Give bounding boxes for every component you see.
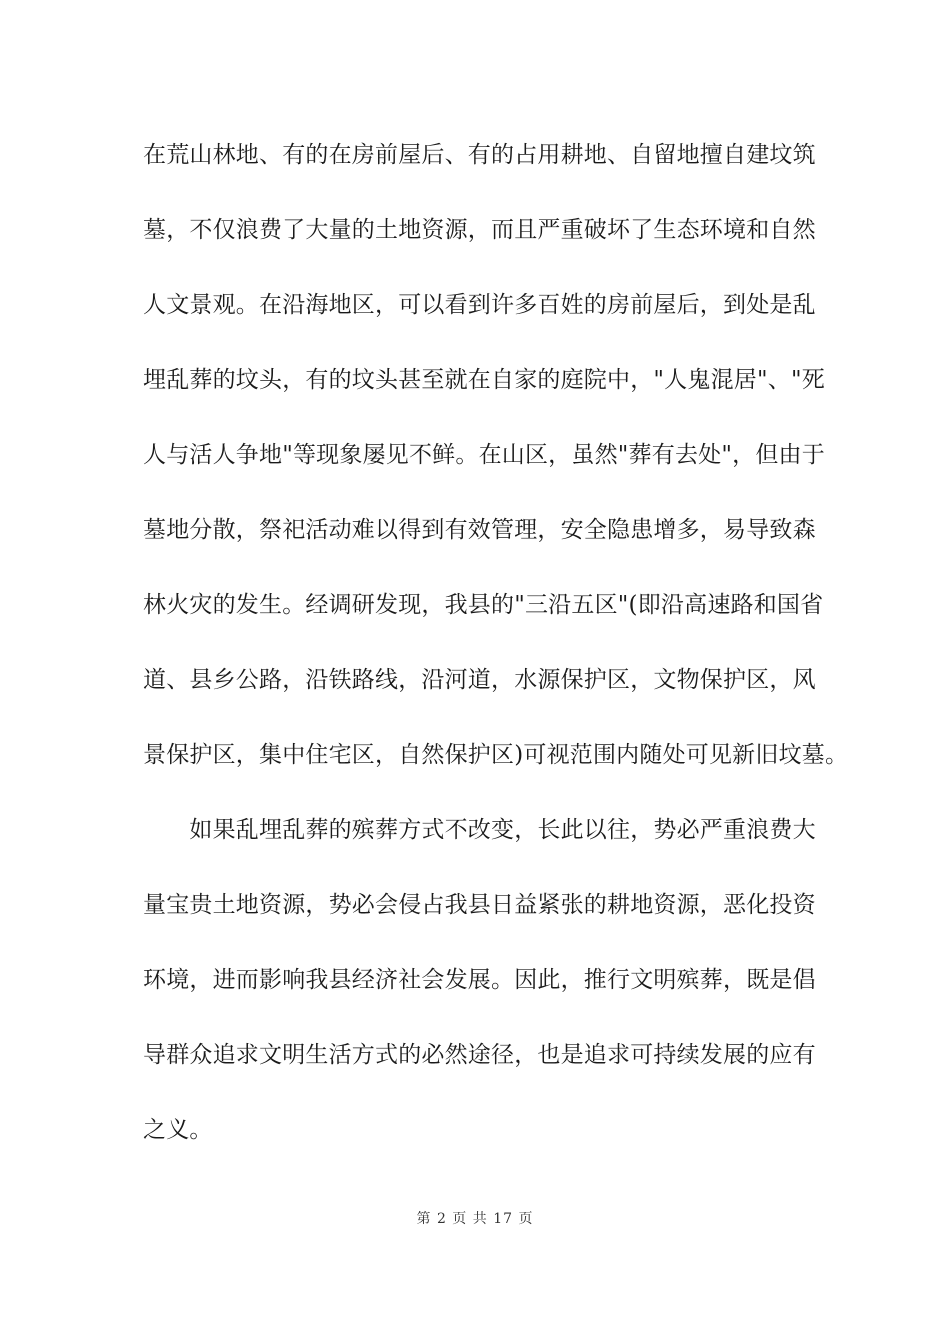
text-line: 景保护区，集中住宅区，自然保护区)可视范围内随处可见新旧坟墓。 [143,742,849,768]
text-line: 量宝贵土地资源，势必会侵占我县日益紧张的耕地资源，恶化投资 [143,892,816,918]
page-number-footer: 第 2 页 共 17 页 [416,1211,534,1227]
text-line: 道、县乡公路，沿铁路线，沿河道，水源保护区，文物保护区，风 [143,667,816,693]
body-text [143,137,849,1187]
text-line: 墓，不仅浪费了大量的土地资源，而且严重破坏了生态环境和自然 [143,217,816,243]
text-line: 埋乱葬的坟头，有的坟头甚至就在自家的庭院中，"人鬼混居"、"死 [143,367,825,393]
text-line: 导群众追求文明生活方式的必然途径，也是追求可持续发展的应有 [143,1042,816,1068]
text-line: 墓地分散，祭祀活动难以得到有效管理，安全隐患增多，易导致森 [143,517,816,543]
text-line: 之义。 [143,1117,213,1143]
text-line: 在荒山林地、有的在房前屋后、有的占用耕地、自留地擅自建坟筑 [143,142,816,168]
text-line: 环境，进而影响我县经济社会发展。因此，推行文明殡葬，既是倡 [143,967,816,993]
text-line: 林火灾的发生。经调研发现，我县的"三沿五区"(即沿高速路和国省 [143,592,824,618]
text-line: 如果乱埋乱葬的殡葬方式不改变，长此以往，势必严重浪费大 [143,817,816,843]
text-line: 人与活人争地"等现象屡见不鲜。在山区，虽然"葬有去处"，但由于 [143,442,825,468]
text-line: 人文景观。在沿海地区，可以看到许多百姓的房前屋后，到处是乱 [143,292,816,318]
